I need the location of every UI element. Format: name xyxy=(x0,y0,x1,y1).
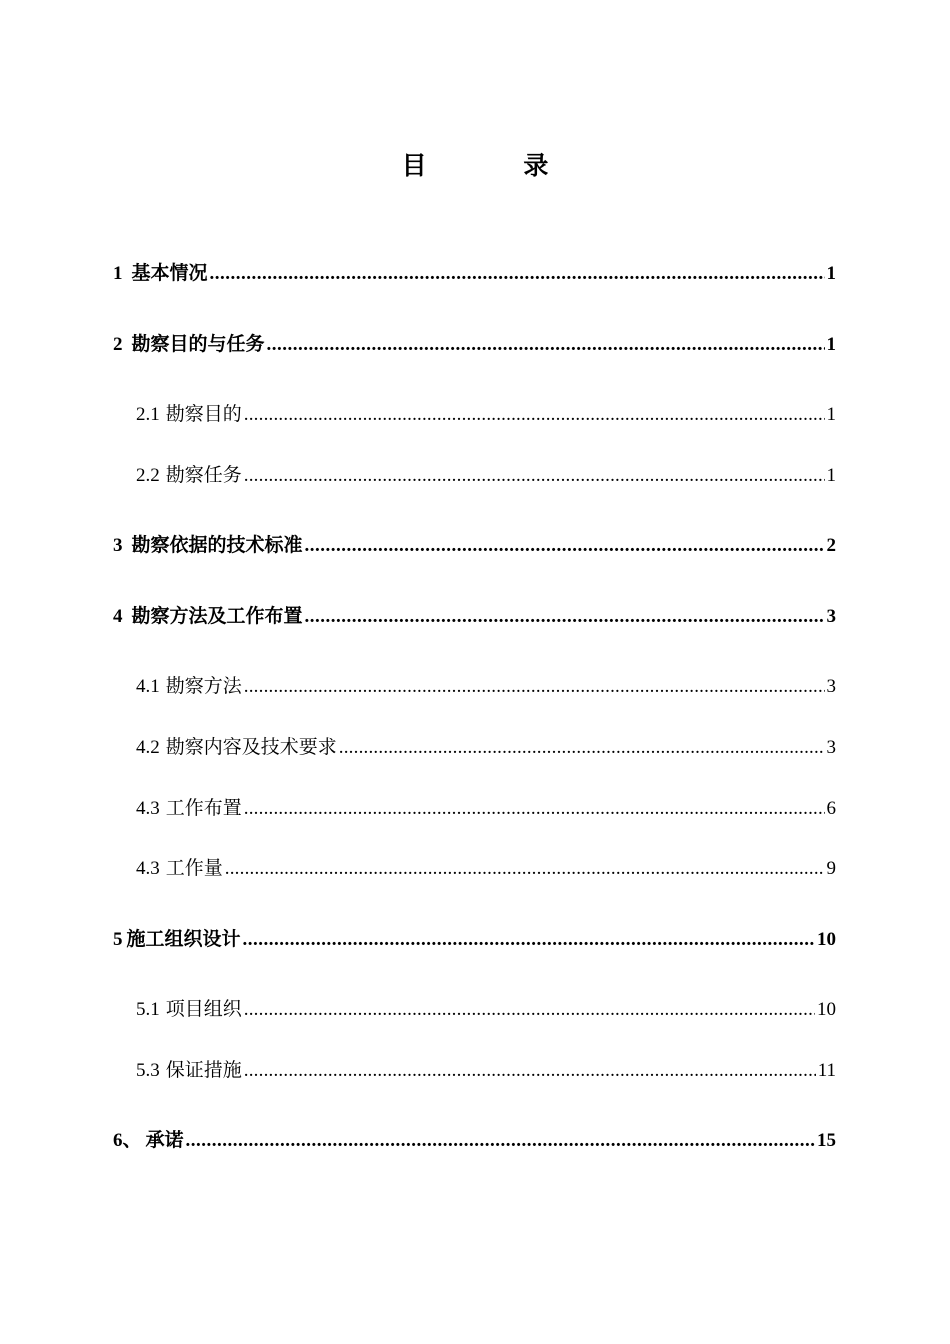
toc-entry-page: 9 xyxy=(826,858,836,879)
toc-entry-label: 工作布置 xyxy=(165,797,242,819)
toc-entry-page: 1 xyxy=(826,263,836,284)
toc-entry-5[interactable] xyxy=(113,926,836,953)
toc-entry-label: 勘察依据的技术标准 xyxy=(131,534,303,556)
toc-entry-number: 4.3 xyxy=(136,858,160,879)
toc-entry-label: 勘察方法及工作布置 xyxy=(131,605,303,627)
toc-entry-4-1[interactable] xyxy=(136,673,836,700)
toc-dot-leader xyxy=(244,1058,816,1084)
toc-entry-page: 10 xyxy=(817,929,836,950)
toc-dot-leader xyxy=(186,1128,815,1154)
toc-entry-page: 15 xyxy=(817,1130,836,1151)
toc-dot-leader xyxy=(244,463,825,489)
toc-dot-leader xyxy=(210,261,825,287)
toc-entry-5-3[interactable] xyxy=(136,1057,836,1084)
toc-entry-page: 3 xyxy=(826,676,836,697)
toc-entry-3[interactable] xyxy=(113,532,836,559)
toc-entry-number: 4 xyxy=(113,606,123,627)
toc-entry-page: 10 xyxy=(817,999,836,1020)
toc-entry-4-3-workload[interactable] xyxy=(136,855,836,882)
toc-dot-leader xyxy=(244,674,825,700)
toc-entry-label: 承诺 xyxy=(145,1129,184,1151)
toc-entry-number: 6、 xyxy=(113,1130,142,1151)
toc-entry-page: 1 xyxy=(826,334,836,355)
toc-entry-number: 5.3 xyxy=(136,1060,160,1081)
toc-entry-page: 1 xyxy=(826,465,836,486)
toc-entry-4[interactable] xyxy=(113,603,836,630)
toc-dot-leader xyxy=(244,997,815,1023)
toc-entry-2[interactable] xyxy=(113,331,836,358)
toc-entry-number: 4.2 xyxy=(136,737,160,758)
toc-dot-leader xyxy=(267,332,825,358)
toc-entry-number: 4.3 xyxy=(136,798,160,819)
toc-entry-1[interactable] xyxy=(113,260,836,287)
toc-entry-number: 2.1 xyxy=(136,404,160,425)
toc-entry-number: 2.2 xyxy=(136,465,160,486)
toc-dot-leader xyxy=(244,796,825,822)
toc-dot-leader xyxy=(339,735,825,761)
toc-entry-number: 5.1 xyxy=(136,999,160,1020)
toc-entry-label: 勘察方法 xyxy=(165,675,242,697)
toc-entry-2-1[interactable] xyxy=(136,401,836,428)
toc-entry-page: 2 xyxy=(826,535,836,556)
toc-dot-leader xyxy=(305,533,825,559)
toc-entry-label: 勘察目的 xyxy=(165,403,242,425)
toc-entry-5-1[interactable] xyxy=(136,996,836,1023)
toc-entry-4-2[interactable] xyxy=(136,734,836,761)
toc-entry-2-2[interactable] xyxy=(136,462,836,489)
toc-entry-label: 施工组织设计 xyxy=(126,928,241,950)
toc-entry-6[interactable] xyxy=(113,1127,836,1154)
toc-entry-page: 11 xyxy=(817,1060,836,1081)
toc-entry-label: 基本情况 xyxy=(131,262,208,284)
toc-dot-leader xyxy=(244,402,825,428)
toc-entry-number: 2 xyxy=(113,334,123,355)
toc-entry-page: 3 xyxy=(826,606,836,627)
toc-entry-page: 1 xyxy=(826,404,836,425)
toc-entry-label: 勘察任务 xyxy=(165,464,242,486)
toc-entry-label: 保证措施 xyxy=(165,1059,242,1081)
toc-entry-number: 1 xyxy=(113,263,123,284)
toc-entry-label: 勘察目的与任务 xyxy=(131,333,265,355)
toc-entry-label: 勘察内容及技术要求 xyxy=(165,736,337,758)
toc-entry-number: 4.1 xyxy=(136,676,160,697)
toc-entry-number: 5 xyxy=(113,929,123,950)
toc-dot-leader xyxy=(305,604,825,630)
toc-entry-4-3-layout[interactable] xyxy=(136,795,836,822)
toc-entry-page: 3 xyxy=(826,737,836,758)
toc-entry-number: 3 xyxy=(113,535,123,556)
toc-dot-leader xyxy=(243,927,815,953)
page-title: 目 录 xyxy=(401,151,593,180)
toc-entry-label: 工作量 xyxy=(165,857,223,879)
toc-entry-label: 项目组织 xyxy=(165,998,242,1020)
toc-entry-page: 6 xyxy=(826,798,836,819)
toc-dot-leader xyxy=(225,856,825,882)
